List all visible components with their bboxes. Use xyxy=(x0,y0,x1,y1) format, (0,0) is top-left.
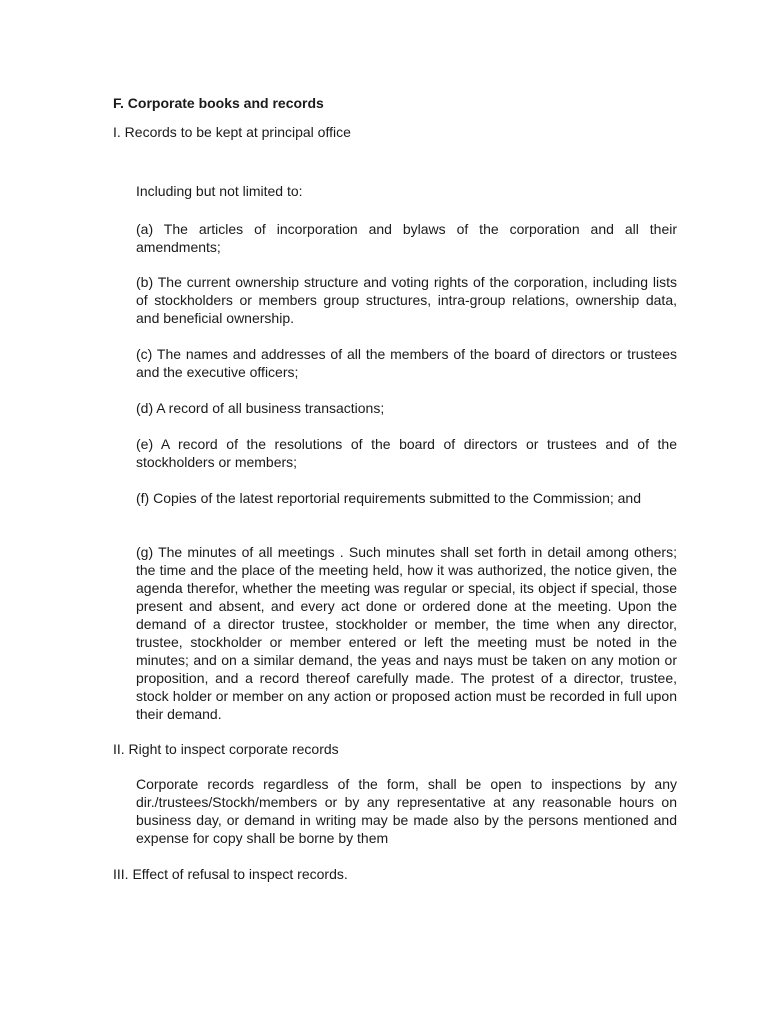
section-title-right-to-inspect: II. Right to inspect corporate records xyxy=(113,741,339,757)
list-item-a: (a) The articles of incorporation and bylaws of the corporation and all their amendments; xyxy=(136,221,677,255)
list-item-c: (c) The names and addresses of all the members of the board of directors or trustees and the executive officers; xyxy=(136,346,677,380)
list-item-d: (d) A record of all business transactions; xyxy=(136,400,385,416)
list-item-f: (f) Copies of the latest reportorial requirements submitted to the Commission; and xyxy=(136,490,642,506)
list-item-b: (b) The current ownership structure and voting rights of the corporation, including lists of stockholders or members group structures, intra-group relations, ownership data, and beneficial ownership. xyxy=(136,274,677,326)
section-title-effect-of-refusal: III. Effect of refusal to inspect records. xyxy=(113,866,348,882)
intro-text: Including but not limited to: xyxy=(136,183,303,199)
list-item-g: (g) The minutes of all meetings . Such minutes shall set forth in detail among others; the time and the place of the meeting held, how it was authorized, the notice given, the agenda therefor, whether the meeting was regular or special, its object if special, those present and absent, and every act done or ordered done at the meeting. Upon the demand of a director trustee, stockholder or member, the time when any director, trustee, stockholder or member entered or left the meeting must be noted in the minutes; and on a similar demand, the yeas and nays must be taken on any motion or proposition, and a record thereof carefully made. The protest of a director, trustee, stock holder or member on any action or proposed action must be recorded in full upon their demand. xyxy=(136,544,677,722)
section-title-records-kept: I. Records to be kept at principal office xyxy=(113,124,351,140)
section-heading: F. Corporate books and records xyxy=(113,95,324,111)
list-item-e: (e) A record of the resolutions of the board of directors or trustees and of the stockholders or members; xyxy=(136,436,677,470)
right-to-inspect-body: Corporate records regardless of the form, shall be open to inspections by any dir./trustees/Stockh/members or by any representative at any reasonable hours on business day, or demand in writing may be made also by the persons mentioned and expense for copy shall be borne by them xyxy=(136,776,677,846)
